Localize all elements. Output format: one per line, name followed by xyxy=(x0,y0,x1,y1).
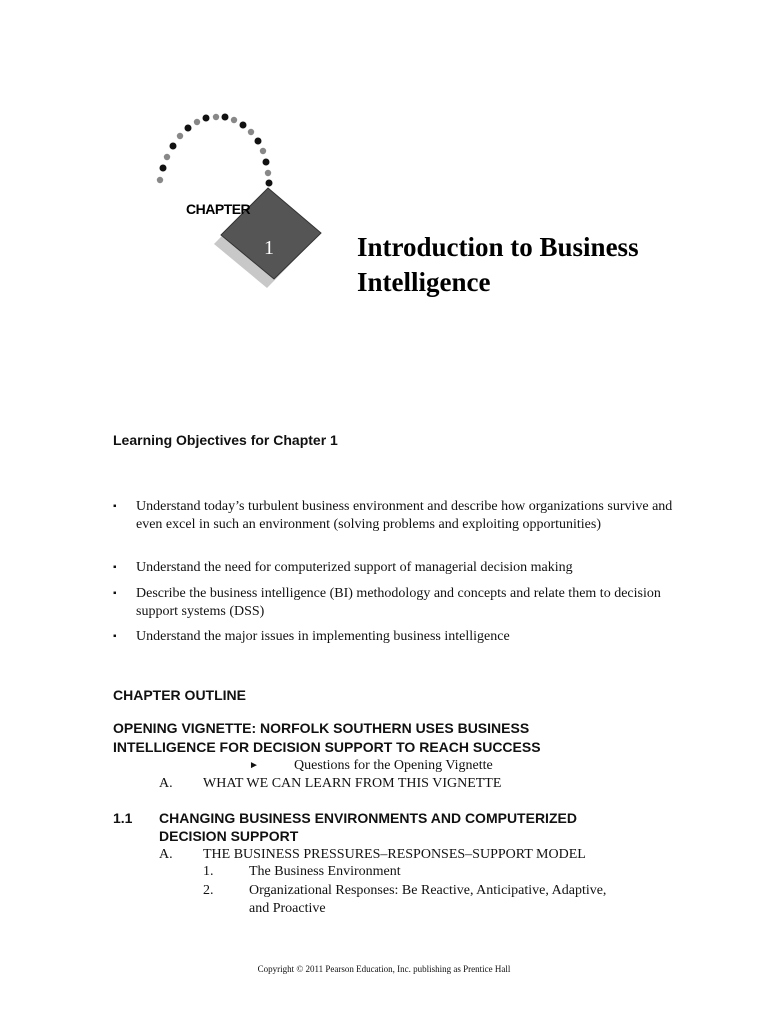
outline-item: The Business Environment xyxy=(249,864,401,879)
objective-item xyxy=(113,498,673,534)
learning-objectives-heading: Learning Objectives for Chapter 1 xyxy=(113,432,338,448)
chapter-number: 1 xyxy=(264,237,274,259)
outline-item-line-1: Organizational Responses: Be Reactive, Anticipative, Adaptive, xyxy=(249,883,607,898)
objective-item xyxy=(113,585,673,621)
bullet-icon: ▪ xyxy=(113,631,117,642)
bullet-icon: ▪ xyxy=(113,562,117,573)
objective-text: Understand the major issues in implementing business intelligence xyxy=(136,629,510,644)
outline-item-line-2: and Proactive xyxy=(249,901,326,916)
objective-item xyxy=(113,559,673,577)
chapter-label: CHAPTER xyxy=(186,201,251,217)
section-subheading: THE BUSINESS PRESSURES–RESPONSES–SUPPORT MODEL xyxy=(203,847,586,862)
objective-text: Understand the need for computerized support of managerial decision making xyxy=(136,560,573,575)
bullet-icon: ▪ xyxy=(113,501,117,512)
vignette-lesson: WHAT WE CAN LEARN FROM THIS VIGNETTE xyxy=(203,776,502,791)
objective-item xyxy=(113,628,673,646)
vignette-title-line-1: OPENING VIGNETTE: NORFOLK SOUTHERN USES BUSINESS xyxy=(113,720,530,736)
outline-letter-label: A. xyxy=(159,776,173,791)
chapter-title-line-2: Intelligence xyxy=(357,267,491,297)
vignette-questions: Questions for the Opening Vignette xyxy=(294,758,493,773)
outline-letter-label: A. xyxy=(159,847,173,862)
vignette-title-line-2: INTELLIGENCE FOR DECISION SUPPORT TO REACH SUCCESS xyxy=(113,739,541,755)
arrow-bullet-icon: ► xyxy=(249,760,259,771)
objective-text: Describe the business intelligence (BI) methodology and concepts and relate them to decision support systems (DSS) xyxy=(136,586,661,619)
outline-number-label: 2. xyxy=(203,883,214,898)
dot-arc-decoration xyxy=(157,114,273,187)
chapter-title xyxy=(357,230,747,300)
chapter-title-line-1: Introduction to Business xyxy=(357,232,639,262)
bullet-icon: ▪ xyxy=(113,588,117,599)
copyright-footer: Copyright © 2011 Pearson Education, Inc. publishing as Prentice Hall xyxy=(257,964,511,974)
section-number: 1.1 xyxy=(113,810,133,826)
objective-text: Understand today’s turbulent business environment and describe how organizations survive and even excel in such an environment (solving problems and exploiting opportunities) xyxy=(136,499,673,532)
section-title-line-2: DECISION SUPPORT xyxy=(159,828,299,844)
chapter-outline-heading: CHAPTER OUTLINE xyxy=(113,687,246,703)
outline-number-label: 1. xyxy=(203,864,214,879)
section-title-line-1: CHANGING BUSINESS ENVIRONMENTS AND COMPUTERIZED xyxy=(159,810,577,826)
